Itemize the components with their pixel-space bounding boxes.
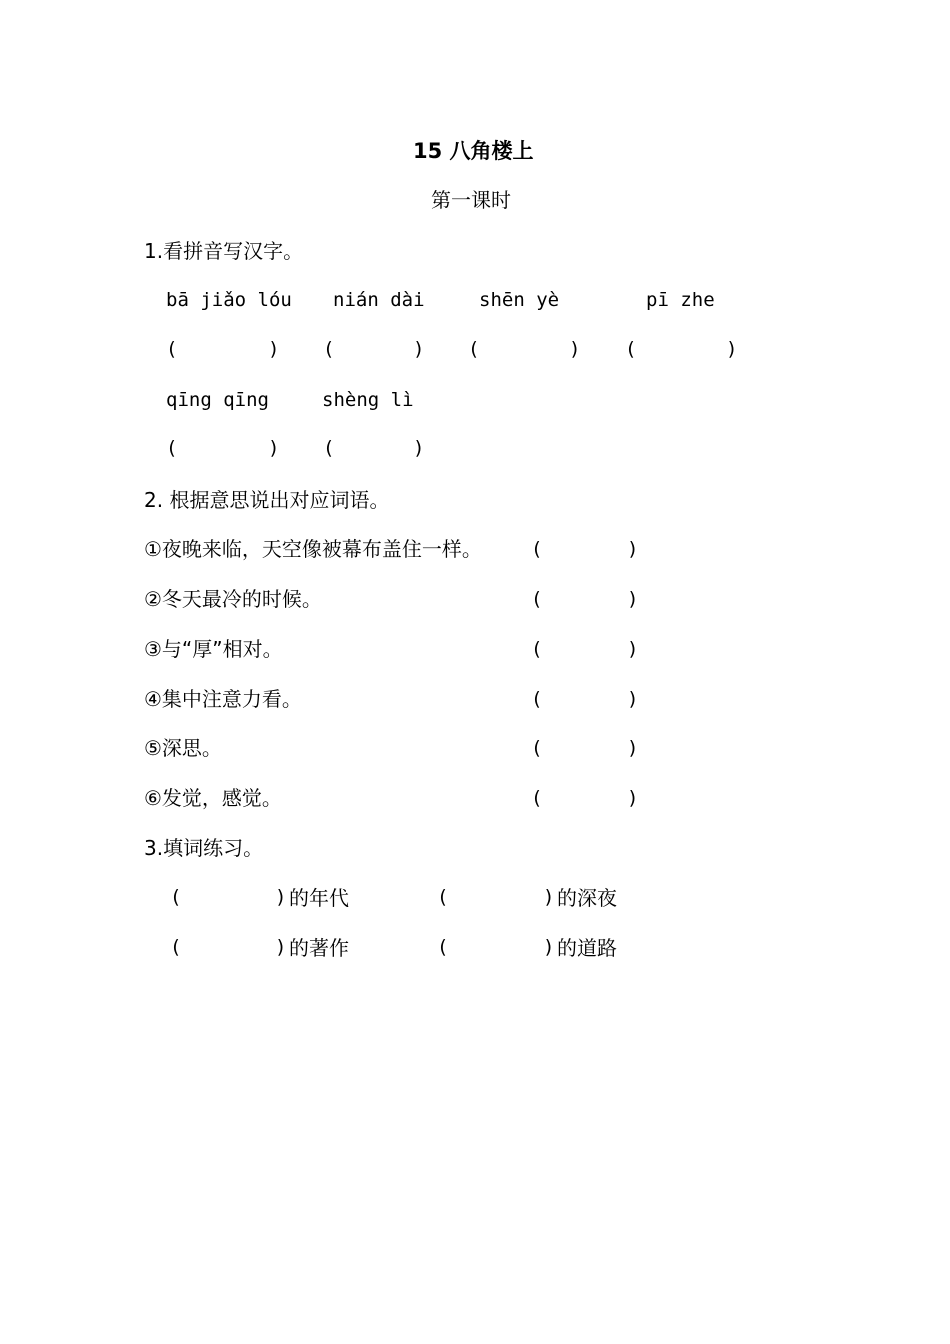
answer-blank-open: ( — [166, 338, 178, 360]
fill-phrase: 的著作 — [289, 936, 349, 960]
pinyin-label: shèng lì — [322, 389, 414, 411]
section2-heading: 2. 根据意思说出对应词语。 — [144, 488, 390, 512]
answer-blank-open: ( — [625, 338, 637, 360]
answer-blank-close: ) — [726, 338, 738, 360]
definition-item: ④集中注意力看。 — [144, 687, 302, 711]
answer-blank-open: ( — [531, 737, 543, 759]
answer-blank-open: ( — [531, 688, 543, 710]
answer-blank-open: ( — [437, 886, 449, 908]
definition-item: ③与“厚”相对。 — [144, 637, 283, 661]
answer-blank-open: ( — [323, 437, 335, 459]
answer-blank-close: ) — [627, 638, 639, 660]
answer-blank-open: ( — [323, 338, 335, 360]
definition-item: ②冬天最冷的时候。 — [144, 587, 322, 611]
pinyin-label: pī zhe — [646, 289, 715, 311]
answer-blank-close: ) — [627, 538, 639, 560]
answer-blank-open: ( — [531, 588, 543, 610]
answer-blank-open: ( — [531, 787, 543, 809]
answer-blank-close: ) — [413, 437, 425, 459]
lesson-subtitle: 第一课时 — [431, 188, 511, 212]
pinyin-label: nián dài — [333, 289, 425, 311]
page-title: 15 八角楼上 — [413, 139, 534, 163]
answer-blank-close: ) — [275, 886, 287, 908]
fill-phrase: 的深夜 — [557, 886, 617, 910]
answer-blank-close: ) — [569, 338, 581, 360]
fill-phrase: 的年代 — [289, 886, 349, 910]
answer-blank-open: ( — [531, 538, 543, 560]
answer-blank-open: ( — [468, 338, 480, 360]
pinyin-label: qīng qīng — [166, 389, 269, 411]
answer-blank-close: ) — [413, 338, 425, 360]
definition-item: ⑤深思。 — [144, 736, 222, 760]
section3-heading: 3.填词练习。 — [144, 836, 264, 860]
answer-blank-close: ) — [268, 437, 280, 459]
answer-blank-close: ) — [275, 936, 287, 958]
answer-blank-close: ) — [627, 588, 639, 610]
answer-blank-open: ( — [170, 936, 182, 958]
answer-blank-close: ) — [543, 886, 555, 908]
definition-item: ⑥发觉，感觉。 — [144, 786, 282, 810]
answer-blank-open: ( — [531, 638, 543, 660]
answer-blank-open: ( — [170, 886, 182, 908]
pinyin-label: bā jiǎo lóu — [166, 289, 292, 311]
answer-blank-close: ) — [627, 787, 639, 809]
answer-blank-open: ( — [437, 936, 449, 958]
answer-blank-close: ) — [268, 338, 280, 360]
answer-blank-close: ) — [543, 936, 555, 958]
answer-blank-close: ) — [627, 737, 639, 759]
section1-heading: 1.看拼音写汉字。 — [144, 239, 304, 263]
definition-item: ①夜晚来临，天空像被幕布盖住一样。 — [144, 537, 482, 561]
answer-blank-open: ( — [166, 437, 178, 459]
fill-phrase: 的道路 — [557, 936, 617, 960]
answer-blank-close: ) — [627, 688, 639, 710]
pinyin-label: shēn yè — [479, 289, 560, 311]
